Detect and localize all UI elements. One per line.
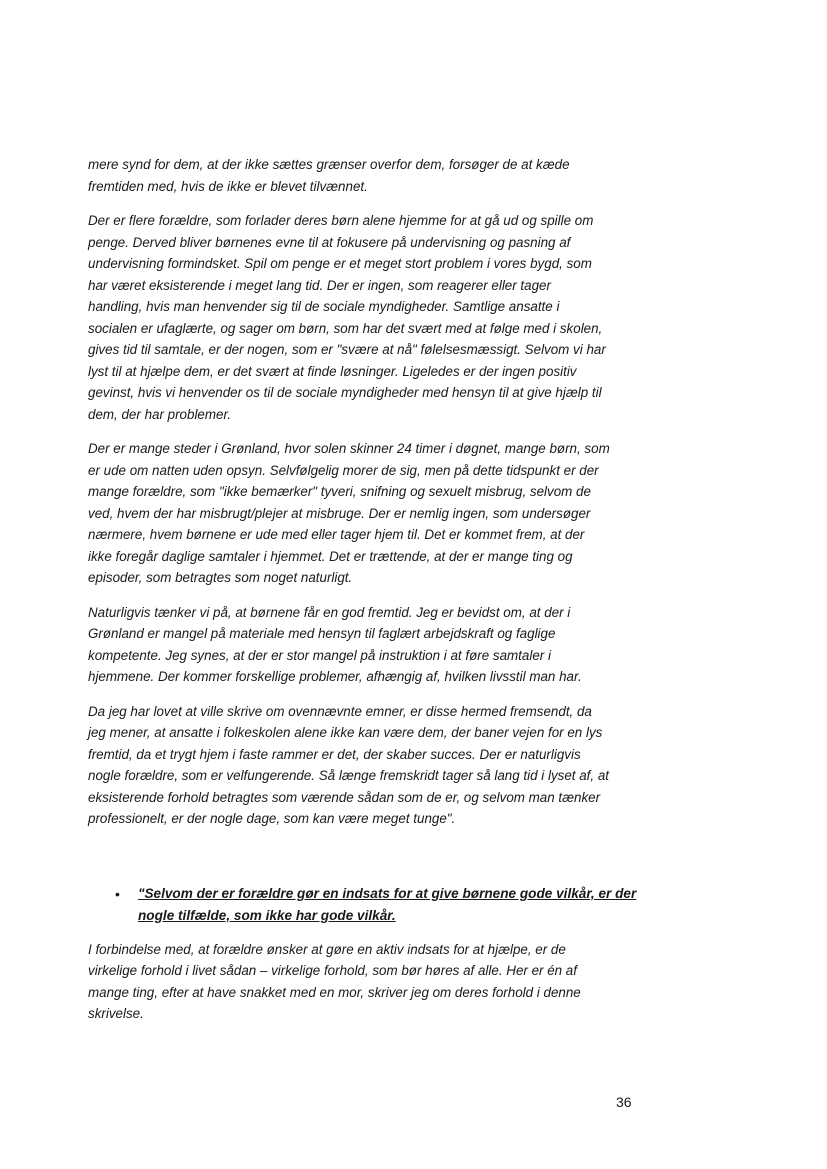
text-line: dem, der har problemer.	[88, 406, 232, 422]
bullet-heading-text	[138, 883, 648, 927]
text-line: professionelt, er der nogle dage, som kan være meget tunge".	[88, 811, 456, 826]
text-line: fremtid, da et trygt hjem i faste rammer er det, der skaber succes. Der er naturligvis	[88, 746, 581, 762]
text-line: ikke foregår daglige samtaler i hjemmet. Det er trættende, at der er mange ting og	[88, 548, 573, 564]
closing-paragraph	[88, 939, 648, 1025]
paragraph-4	[88, 602, 648, 688]
page-number: 36	[616, 1094, 632, 1110]
paragraph-2	[88, 210, 648, 425]
text-line: Grønland er mangel på materiale med hensyn til faglært arbejdskraft og faglige	[88, 626, 556, 641]
text-line: ved, hvem der har misbrugt/plejer at misbruge. Der er nemlig ingen, som undersøger	[88, 505, 591, 521]
text-line: penge. Derved bliver børnenes evne til at fokusere på undervisning og pasning af	[88, 234, 571, 250]
text-line: mange ting, efter at have snakket med en mor, skriver jeg om deres forhold i denne	[88, 984, 581, 1000]
text-line: socialen er ufaglærte, og sager om børn, som har det svært med at følge med i skolen,	[88, 320, 603, 336]
paragraph-3	[88, 438, 648, 589]
text-line: lyst til at hjælpe dem, er det svært at finde løsninger. Ligeledes er der ingen positiv	[88, 363, 577, 379]
text-line: mange forældre, som "ikke bemærker" tyveri, snifning og sexuelt misbrug, selvom de	[88, 484, 591, 499]
section-spacer	[88, 843, 648, 883]
text-line: Der er flere forældre, som forlader deres børn alene hjemme for at gå ud og spille om	[88, 213, 594, 228]
paragraph-5	[88, 701, 648, 830]
text-line: Da jeg har lovet at ville skrive om ovennævnte emner, er disse hermed fremsendt, da	[88, 703, 592, 719]
text-line: kompetente. Jeg synes, at der er stor mangel på instruktion i at føre samtaler i	[88, 647, 551, 663]
text-line: gevinst, hvis vi henvender os til de sociale myndigheder med hensyn til at give hjælp til	[88, 385, 602, 400]
paragraph-1	[88, 154, 648, 197]
text-line: I forbindelse med, at forældre ønsker at gøre en aktiv indsats for at hjælpe, er de	[88, 941, 566, 957]
bullet-heading	[88, 883, 648, 927]
text-line: Der er mange steder i Grønland, hvor solen skinner 24 timer i døgnet, mange børn, som	[88, 441, 610, 456]
text-line: er ude om natten uden opsyn. Selvfølgelig morer de sig, men på dette tidspunkt er der	[88, 462, 599, 478]
text-line: har været eksisterende i meget lang tid. Der er ingen, som reagerer eller tager	[88, 277, 551, 293]
text-line: handling, hvis man henvender sig til de sociale myndigheder. Samtlige ansatte i	[88, 299, 560, 314]
text-line: skrivelse.	[88, 1006, 144, 1021]
text-line: nogle forældre, som er velfungerende. Så længe fremskridt tager så lang tid i lyset af, at	[88, 768, 610, 783]
text-line: fremtiden med, hvis de ikke er blevet tilvænnet.	[88, 178, 368, 194]
text-line: jeg mener, at ansatte i folkeskolen alene ikke kan være dem, der baner vejen for en lys	[88, 725, 603, 740]
text-line: hjemmene. Der kommer forskellige problemer, afhængig af, hvilken livsstil man har.	[88, 669, 582, 684]
text-line: gives tid til samtale, er der nogen, som er "svære at nå" følelsesmæssigt. Selvom vi har	[88, 342, 606, 357]
text-line: "Selvom der er forældre gør en indsats for at give børnene gode vilkår, er der	[138, 885, 637, 901]
text-line: eksisterende forhold betragtes som værende sådan som de er, og selvom man tænker	[88, 789, 601, 805]
text-line: Naturligvis tænker vi på, at børnene får en god fremtid. Jeg er bevidst om, at der i	[88, 604, 571, 620]
text-line: nærmere, hvem børnene er ude med eller tager hjem til. Det er kommet frem, at der	[88, 527, 585, 542]
bullet-icon: •	[115, 885, 120, 902]
text-line: mere synd for dem, at der ikke sættes grænser overfor dem, forsøger de at kæde	[88, 157, 570, 172]
text-line: episoder, som betragtes som noget naturligt.	[88, 570, 353, 585]
text-line: nogle tilfælde, som ikke har gode vilkår.	[138, 907, 396, 923]
document-page	[88, 154, 648, 1038]
text-line: virkelige forhold i livet sådan – virkelige forhold, som bør høres af alle. Her er én af	[88, 963, 577, 978]
text-line: undervisning formindsket. Spil om penge er et meget stort problem i vores bygd, som	[88, 256, 592, 271]
